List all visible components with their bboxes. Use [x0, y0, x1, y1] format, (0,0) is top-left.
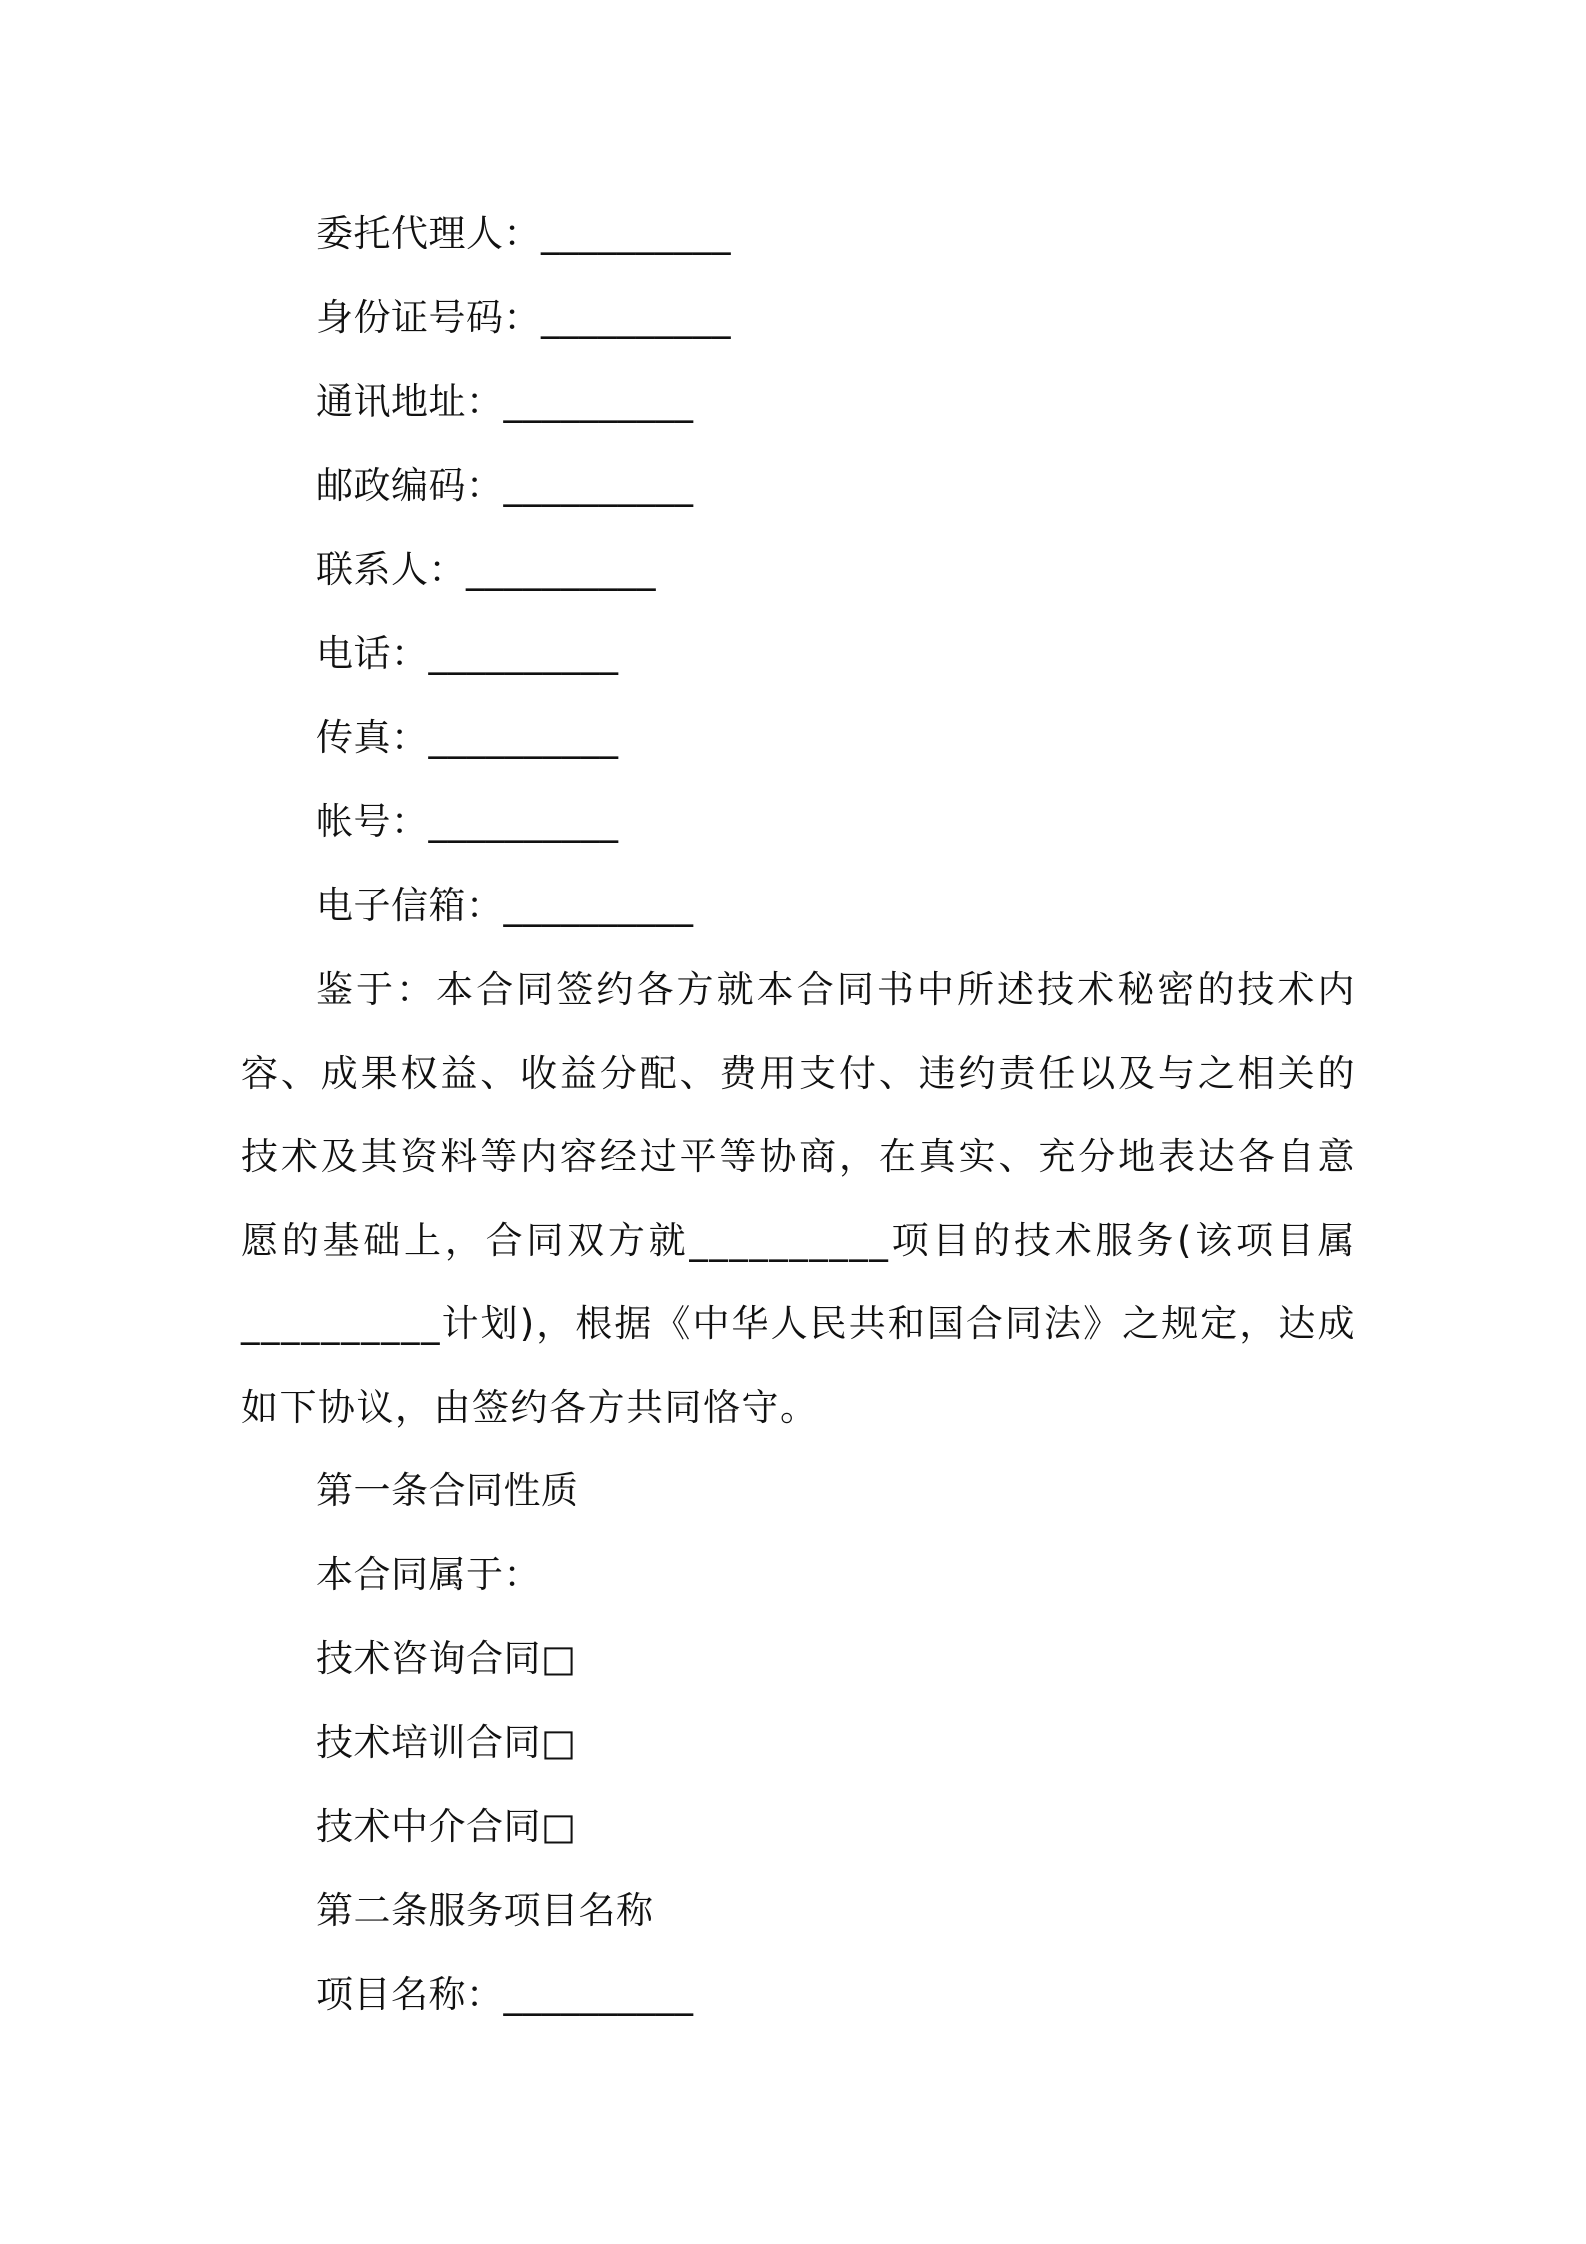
field-postal-code: 邮政编码：__________ — [316, 464, 694, 507]
field-account: 帐号：__________ — [316, 800, 619, 843]
field-agent: 委托代理人：__________ — [316, 212, 731, 255]
field-project-name: 项目名称：__________ — [316, 1973, 694, 2016]
field-email: 电子信箱：__________ — [316, 884, 694, 927]
field-fax: 传真：__________ — [316, 716, 619, 759]
article1-intro: 本合同属于： — [316, 1553, 541, 1596]
article2-heading: 第二条服务项目名称 — [316, 1889, 654, 1932]
option-consulting-contract: 技术咨询合同□ — [316, 1637, 577, 1680]
option-intermediary-contract: 技术中介合同□ — [316, 1805, 577, 1848]
document-body — [241, 192, 1356, 2037]
field-contact: 联系人：__________ — [316, 548, 656, 591]
field-id-number: 身份证号码：__________ — [316, 296, 731, 339]
article1-heading: 第一条合同性质 — [316, 1469, 579, 1512]
field-phone: 电话：__________ — [316, 632, 619, 675]
option-training-contract: 技术培训合同□ — [316, 1721, 577, 1764]
whereas-paragraph: 鉴于：本合同签约各方就本合同书中所述技术秘密的技术内容、成果权益、收益分配、费用支付、违约责任以及与之相关的技术及其资料等内容经过平等协商，在真实、充分地表达各自意愿的基础上，合同双方就__________项目的技术服务(该项目属__________计划)，根据《中华人民共和国合同法》之规定，达成如下协议，由签约各方共同恪守。 — [241, 968, 1356, 1429]
field-address: 通讯地址：__________ — [316, 380, 694, 423]
